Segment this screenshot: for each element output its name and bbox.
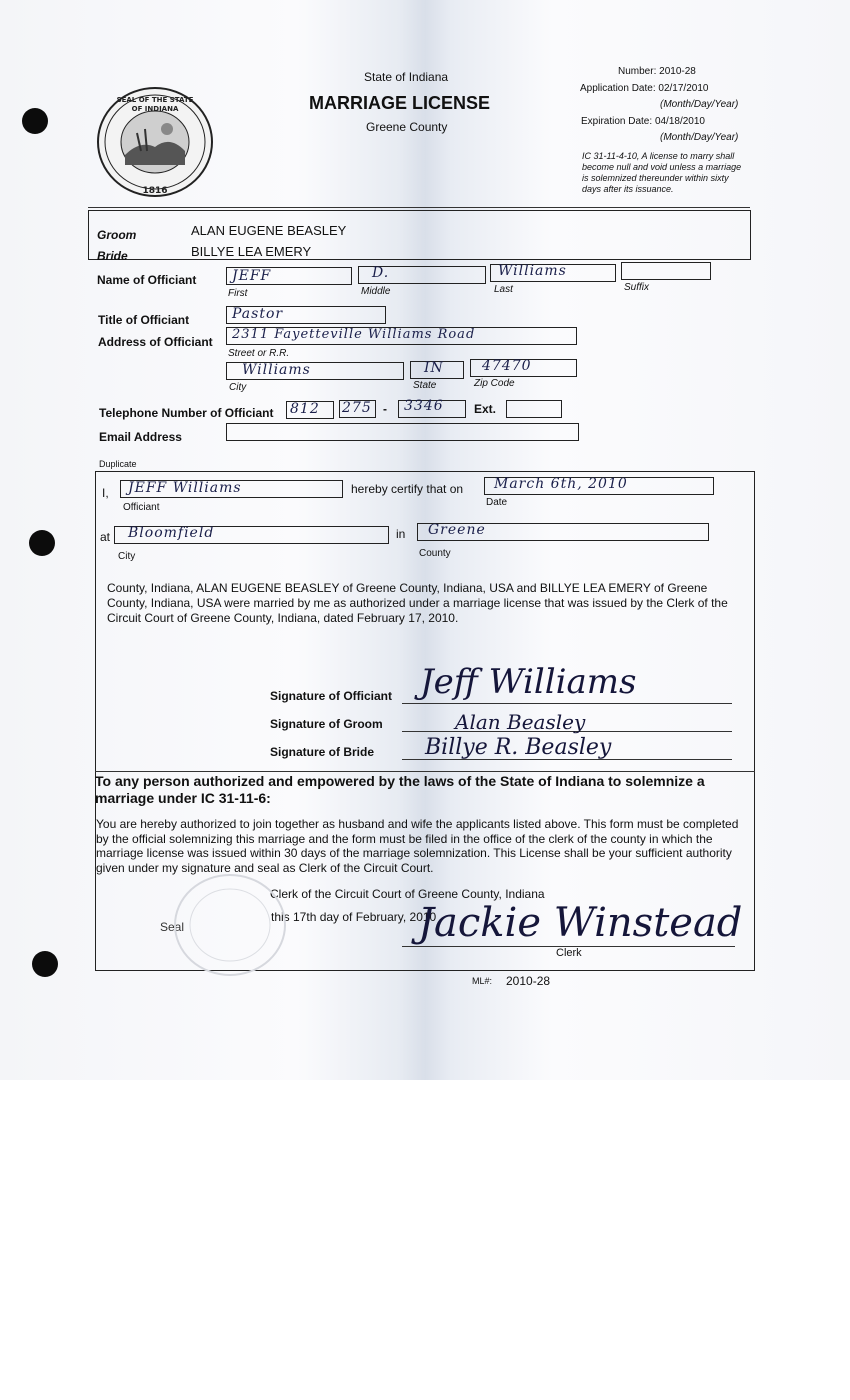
street-caption: Street or R.R. xyxy=(228,348,290,359)
certify-county-caption: County xyxy=(419,548,451,559)
authorization-heading: To any person authorized and empowered by the laws of the State of Indiana to solemnize a marriage under IC 31-11-6: xyxy=(95,773,705,806)
issue-date-line: this 17th day of February, 2010 xyxy=(271,910,437,924)
embossed-seal xyxy=(170,870,290,980)
state-caption: State xyxy=(413,380,437,391)
officiant-city-value: Williams xyxy=(242,362,311,378)
certify-text: hereby certify that on xyxy=(351,482,464,496)
license-number-row xyxy=(618,66,696,77)
binder-hole-middle xyxy=(29,530,55,556)
duplicate-label: Duplicate xyxy=(99,459,137,469)
license-number: 2010-28 xyxy=(659,66,696,77)
groom-label: Groom xyxy=(97,228,137,242)
license-number-label: Number: xyxy=(618,66,657,77)
phone-ext-label: Ext. xyxy=(474,402,497,416)
ml-number: 2010-28 xyxy=(506,974,551,988)
officiant-email-label: Email Address xyxy=(99,430,182,444)
officiant-zip-value: 47470 xyxy=(482,358,532,374)
phone-area-value: 812 xyxy=(290,401,320,417)
binder-hole-bottom xyxy=(32,951,58,977)
suffix-caption: Suffix xyxy=(624,282,650,293)
embossed-seal-icon xyxy=(170,870,290,980)
officiant-middle-value: D. xyxy=(372,265,390,281)
header-state: State of Indiana xyxy=(364,70,449,84)
svg-text:OF INDIANA: OF INDIANA xyxy=(131,105,179,113)
sig-bride-label: Signature of Bride xyxy=(270,745,375,759)
expiration-date: 04/18/2010 xyxy=(654,116,705,127)
sig-bride: Billye R. Beasley xyxy=(425,735,612,760)
officiant-title-value: Pastor xyxy=(232,306,284,322)
marriage-statement: County, Indiana, ALAN EUGENE BEASLEY of Greene County, Indiana, USA and BILLYE LEA EMERY of Greene County, Indiana, USA were married by me as authorized under a marriage license that was issued by the Clerk of the Circuit Court of Greene County, Indiana, dated February 17, 2010. xyxy=(107,581,728,625)
officiant-name-label: Name of Officiant xyxy=(97,273,197,287)
certify-at-label: at xyxy=(100,530,111,544)
officiant-last-value: Williams xyxy=(498,263,567,279)
date-format-hint-1: (Month/Day/Year) xyxy=(660,99,739,110)
phone-line-value: 3346 xyxy=(404,398,444,414)
certify-officiant-value: JEFF Williams xyxy=(128,480,242,496)
svg-text:1816: 1816 xyxy=(142,186,168,196)
officiant-street-value: 2311 Fayetteville Williams Road xyxy=(232,327,476,342)
ml-label: ML#: xyxy=(472,976,493,986)
certify-city-value: Bloomfield xyxy=(128,525,215,541)
sig-officiant-line xyxy=(402,703,732,704)
sig-groom-label: Signature of Groom xyxy=(270,717,383,731)
clerk-court-line: Clerk of the Circuit Court of Greene County, Indiana xyxy=(270,887,545,901)
bride-label: Bride xyxy=(97,249,128,263)
certify-date-value: March 6th, 2010 xyxy=(494,476,628,492)
clerk-caption: Clerk xyxy=(556,947,582,959)
application-date-label: Application Date: xyxy=(580,83,656,94)
couple-box xyxy=(88,210,751,260)
header-county: Greene County xyxy=(366,120,448,134)
certify-county-value: Greene xyxy=(428,522,486,538)
officiant-title-label: Title of Officiant xyxy=(98,313,190,327)
first-caption: First xyxy=(228,288,248,299)
zip-caption: Zip Code xyxy=(474,378,515,389)
seal-label: Seal xyxy=(160,920,185,934)
groom-name: ALAN EUGENE BEASLEY xyxy=(191,223,347,238)
date-format-hint-2: (Month/Day/Year) xyxy=(660,132,739,143)
officiant-first-value: JEFF xyxy=(232,268,272,284)
officiant-state-value: IN xyxy=(424,360,444,376)
page-title: MARRIAGE LICENSE xyxy=(309,93,491,113)
sig-officiant: Jeff Williams xyxy=(420,662,637,702)
expiration-date-label: Expiration Date: xyxy=(581,116,653,127)
sig-groom: Alan Beasley xyxy=(455,710,586,734)
middle-caption: Middle xyxy=(361,286,391,297)
authorization-body: You are hereby authorized to join together as husband and wife the applicants listed above. This form must be completed by the official solemnizing this marriage and the form must be filed in the office of the clerk of the county in which the marriage license was issued within 30 days of the marriage solemnization. This License shall be your sufficient authority given under my signature and seal as Clerk of the Circuit Court. xyxy=(96,817,739,875)
expiration-date-row xyxy=(581,116,705,127)
city-caption: City xyxy=(229,382,247,393)
certify-i-label: I, xyxy=(102,486,109,500)
certify-city-caption: City xyxy=(118,551,136,562)
phone-ext-field[interactable] xyxy=(506,400,562,418)
certify-officiant-caption: Officiant xyxy=(123,502,160,513)
application-date-row xyxy=(580,83,708,94)
last-caption: Last xyxy=(494,284,513,295)
state-seal xyxy=(95,85,215,200)
clerk-signature: Jackie Winstead xyxy=(418,900,743,946)
officiant-phone-label: Telephone Number of Officiant xyxy=(99,406,274,420)
officiant-address-label: Address of Officiant xyxy=(98,335,213,349)
authorization-divider xyxy=(95,771,755,772)
officiant-email-field[interactable] xyxy=(226,423,579,441)
certify-in-label: in xyxy=(396,527,406,541)
officiant-suffix-field[interactable] xyxy=(621,262,711,280)
binder-hole-top xyxy=(22,108,48,134)
phone-prefix-value: 275 xyxy=(342,400,372,416)
sig-officiant-label: Signature of Officiant xyxy=(270,689,393,703)
application-date: 02/17/2010 xyxy=(658,83,709,94)
validity-notice: IC 31-11-4-10, A license to marry shall become null and void unless a marriage is solemnized thereunder within sixty days after its issuance. xyxy=(582,151,742,194)
certify-date-caption: Date xyxy=(486,497,508,508)
phone-dash: - xyxy=(383,402,387,416)
bride-name: BILLYE LEA EMERY xyxy=(191,244,312,259)
header-divider xyxy=(88,207,750,208)
svg-text:SEAL OF THE STATE: SEAL OF THE STATE xyxy=(116,96,194,104)
state-seal-icon xyxy=(95,85,215,200)
